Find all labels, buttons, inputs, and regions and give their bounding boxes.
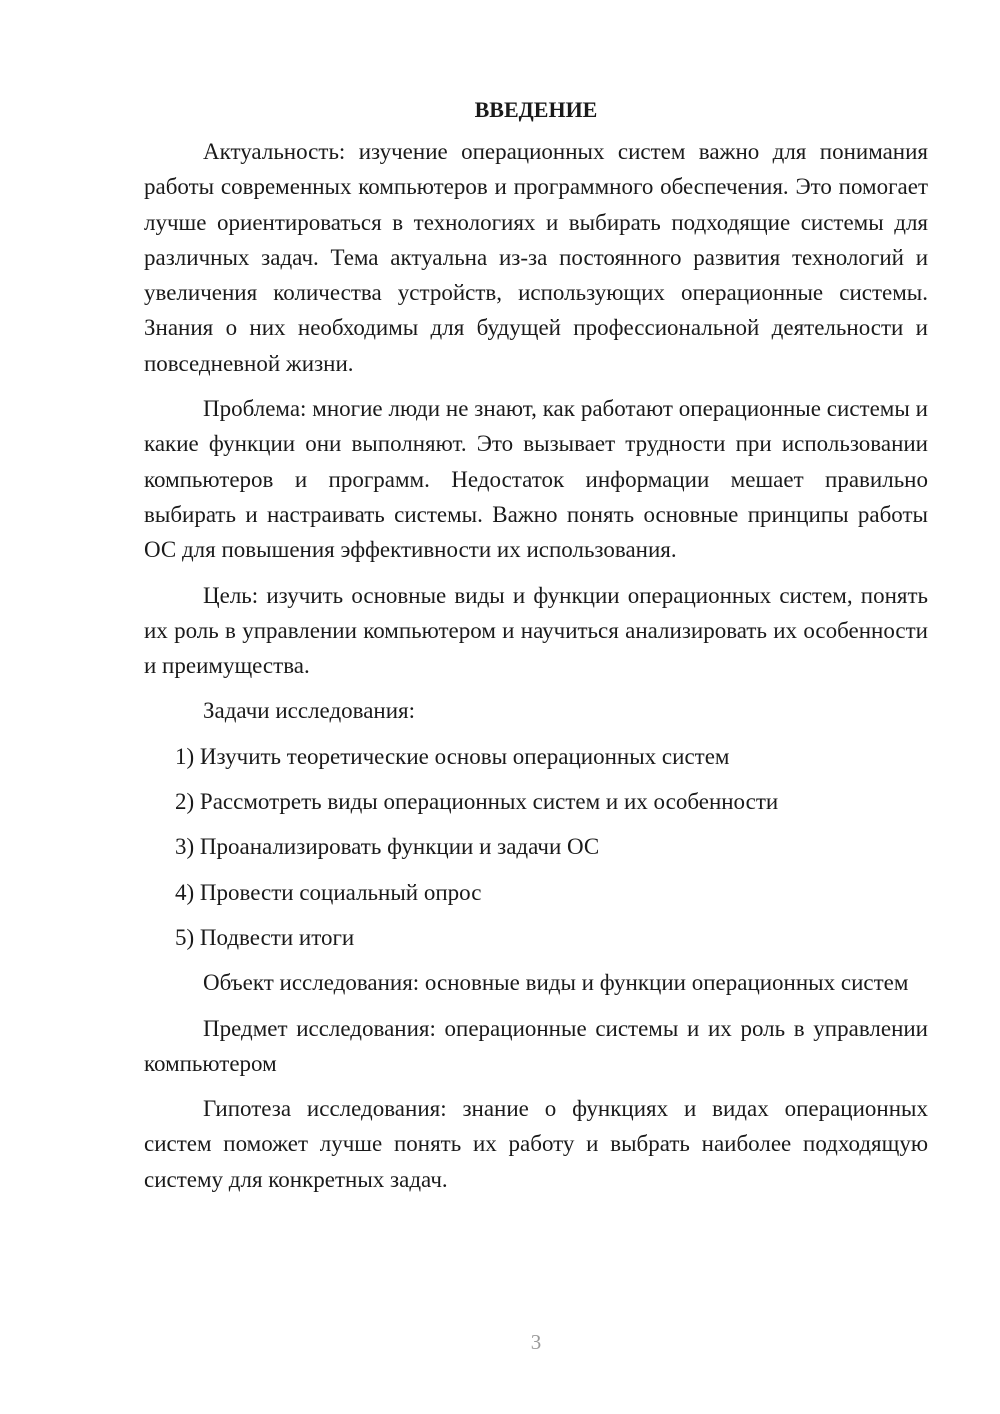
tasks-heading: Задачи исследования: <box>203 698 416 724</box>
list-item: 4) Провести социальный опрос <box>175 879 482 905</box>
page-number: 3 <box>530 1330 542 1354</box>
tasks-list <box>144 739 928 955</box>
paragraph-hypothesis: Гипотеза исследования: знание о функциях и видах операционных систем поможет лучше понять их работу и выбрать наиболее подходящую систему для конкретных задач. <box>144 1096 928 1192</box>
paragraph-goal: Цель: изучить основные виды и функции операционных систем, понять их роль в управлении компьютером и научиться анализировать их особенности и преимущества. <box>144 582 928 679</box>
list-item: 1) Изучить теоретические основы операционных систем <box>175 743 730 769</box>
page-title: ВВЕДЕНИЕ <box>474 97 598 122</box>
paragraph-subject: Предмет исследования: операционные системы и их роль в управлении компьютером <box>144 1015 928 1076</box>
paragraph-relevance: Актуальность: изучение операционных систем важно для понимания работы современных компьютеров и программного обеспечения. Это помогает лучше ориентироваться в технологиях и выбирать подходящие системы для различных задач. Тема актуальна из-за постоянного развития технологий и увеличения количества устройств, использующих операционные системы. Знания о них необходимы для будущей профессиональной деятельности и повседневной жизни. <box>144 139 928 376</box>
list-item: 2) Рассмотреть виды операционных систем и их особенности <box>175 789 779 815</box>
page-content <box>144 92 928 1207</box>
list-item: 3) Проанализировать функции и задачи ОС <box>175 834 600 860</box>
paragraph-object: Объект исследования: основные виды и функции операционных систем <box>203 970 909 996</box>
list-item: 5) Подвести итоги <box>175 924 355 950</box>
paragraph-problem: Проблема: многие люди не знают, как работают операционные системы и какие функции они выполняют. Это вызывает трудности при использовании компьютеров и программ. Недостаток информации мешает правильно выбирать и настраивать системы. Важно понять основные принципы работы ОС для повышения эффективности их использования. <box>144 396 928 563</box>
